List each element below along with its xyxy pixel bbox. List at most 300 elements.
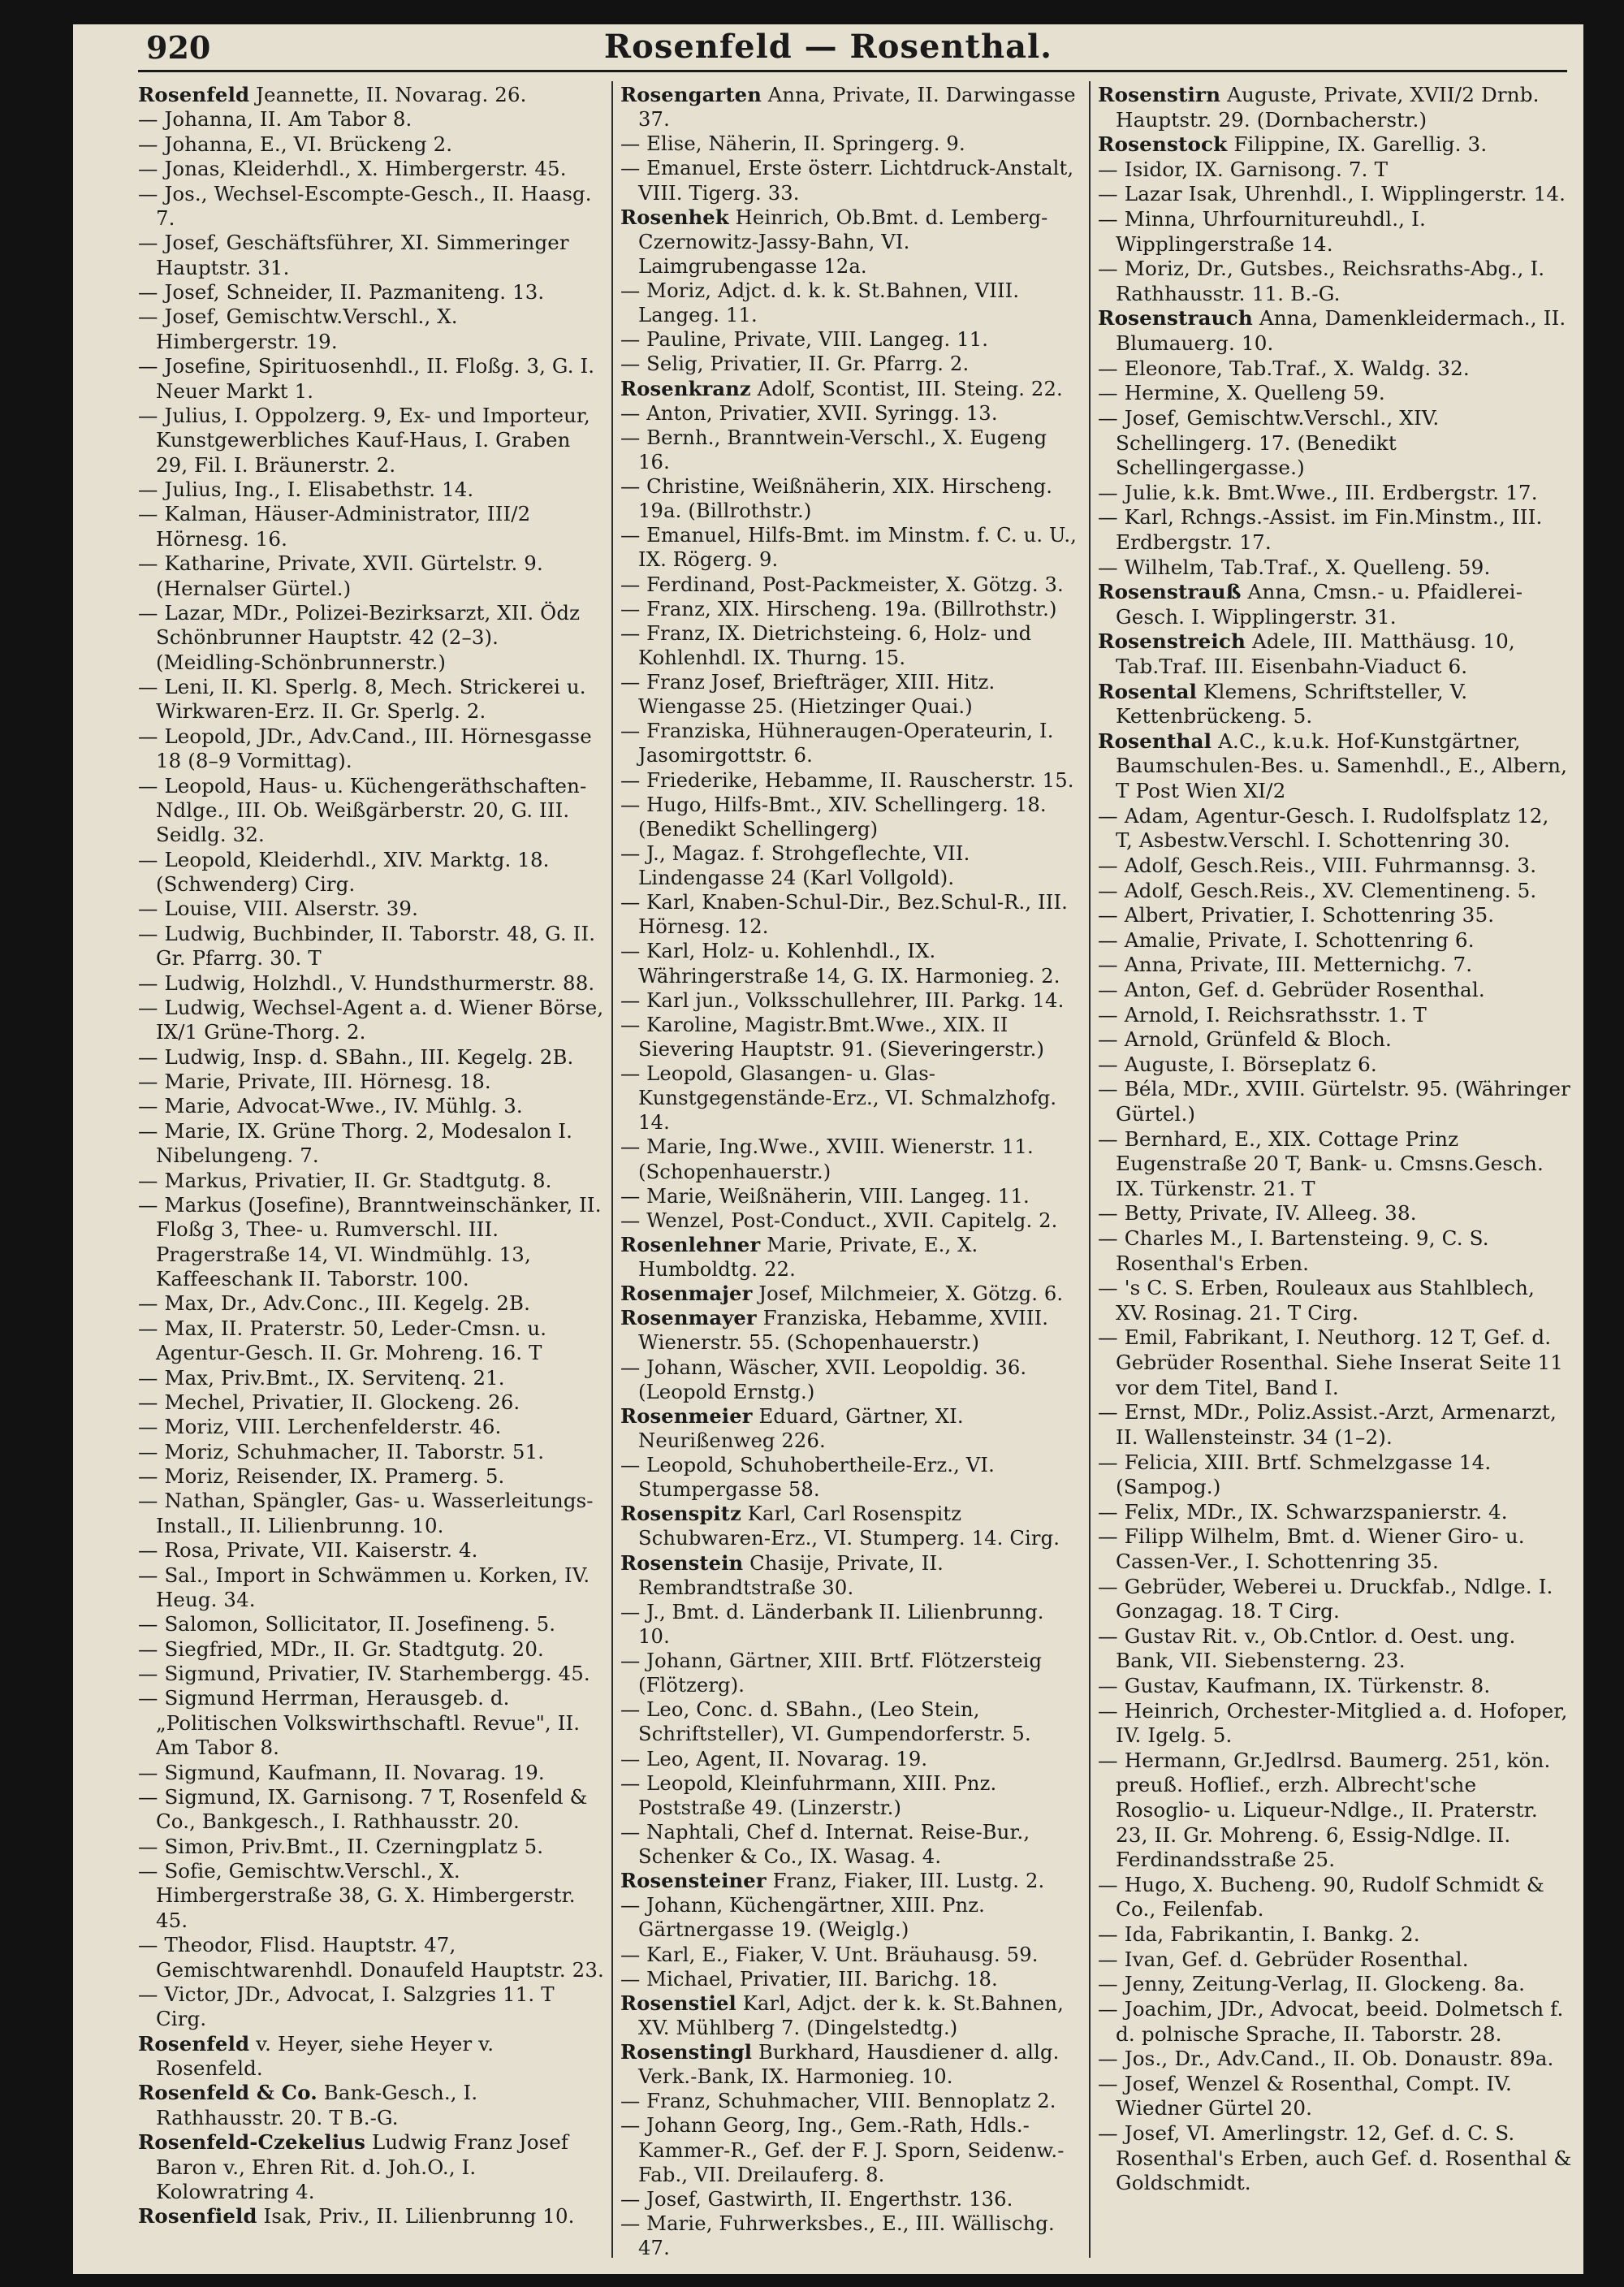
entry-surname: Rosenfeld-Czekelius — [138, 2130, 366, 2155]
entry-text: — Leni, II. Kl. Sperlg. 8, Mech. Strickerei u. Wirkwaren-Erz. II. Gr. Sperlg. 2. — [138, 675, 586, 724]
directory-entry — [620, 1820, 1082, 1869]
entry-text: — Johanna, E., VI. Brückeng 2. — [138, 132, 453, 156]
directory-entry — [620, 621, 1082, 670]
entry-text: — J., Magaz. f. Strohgeflechte, VII. Lindengasse 24 (Karl Vollgold). — [620, 841, 970, 889]
directory-entry — [620, 1967, 1082, 1991]
directory-entry — [620, 1184, 1082, 1208]
entry-text: Karl, Carl Rosenspitz Schubwaren-Erz., VI. Stumperg. 14. Cirg. — [638, 1502, 1060, 1550]
entry-surname: Rosenfeld & Co. — [138, 2081, 317, 2105]
directory-entry — [1098, 1699, 1572, 1749]
directory-entry — [1098, 978, 1572, 1003]
directory-entry — [1098, 1077, 1572, 1126]
entry-text: — Johann Georg, Ing., Gem.-Rath, Hdls.-Kammer-R., Gef. der F. J. Sporn, Seidenw.-Fab., VII. Dreilauferg. 8. — [620, 2114, 1065, 2186]
directory-entry — [138, 1982, 604, 2032]
directory-entry — [1098, 1873, 1572, 1922]
directory-entry — [138, 2204, 604, 2229]
entry-text: — Jonas, Kleiderhdl., X. Himbergerstr. 45. — [138, 157, 567, 181]
entry-text: — Gustav, Kaufmann, IX. Türkenstr. 8. — [1098, 1674, 1491, 1697]
directory-entry — [1098, 2072, 1572, 2121]
directory-entry — [1098, 158, 1572, 183]
entry-text: — Markus, Privatier, II. Gr. Stadtgutg. 8. — [138, 1168, 552, 1192]
directory-entry — [620, 2211, 1082, 2259]
entry-text: — Amalie, Private, I. Schottenring 6. — [1098, 927, 1475, 952]
directory-entry — [138, 897, 604, 921]
entry-text: — Emanuel, Erste österr. Lichtdruck-Anstalt, VIII. Tigerg. 33. — [620, 157, 1074, 205]
entry-text: — Marie, Fuhrwerksbes., E., III. Wällischg. 47. — [620, 2211, 1055, 2259]
directory-entry — [1098, 306, 1572, 356]
directory-entry — [1098, 2047, 1572, 2072]
entry-surname: Rosengarten — [620, 83, 762, 106]
entry-text: Bank-Gesch., I. Rathhausstr. 20. T B.-G. — [156, 2081, 478, 2129]
entry-text: Adele, III. Matthäusg. 10, Tab.Traf. III. Eisenbahn-Viaduct 6. — [1116, 629, 1515, 679]
entry-text: — Sal., Import in Schwämmen u. Korken, IV. Heug. 34. — [138, 1563, 590, 1611]
entry-text: — Pauline, Private, VIII. Langeg. 11. — [620, 328, 989, 352]
entry-surname: Rosenstreich — [1098, 629, 1246, 654]
directory-entry — [1098, 1922, 1572, 1948]
entry-text: Isak, Priv., II. Lilienbrunng 10. — [263, 2204, 575, 2229]
directory-entry — [138, 1859, 604, 1933]
directory-entry — [1098, 854, 1572, 879]
entry-surname: Rosenstock — [1098, 132, 1228, 157]
entry-text: — Sofie, Gemischtw.Verschl., X. Himbergerstraße 38, G. X. Himbergerstr. 45. — [138, 1859, 576, 1932]
directory-entry — [620, 2089, 1082, 2113]
entry-text: — 's C. S. Erben, Rouleaux aus Stahlblech, XV. Rosinag. 21. T Cirg. — [1098, 1276, 1535, 1325]
directory-entry — [620, 670, 1082, 719]
directory-entry — [620, 279, 1082, 327]
directory-entry — [620, 1551, 1082, 1600]
directory-entry — [620, 83, 1082, 132]
entry-text: Burkhard, Hausdiener d. allg. Verk.-Bank, IX. Harmonieg. 10. — [638, 2041, 1060, 2089]
entry-text: — Karl, Rchngs.-Assist. im Fin.Minstm., III. Erdbergstr. 17. — [1098, 505, 1543, 554]
entry-text: — Nathan, Spängler, Gas- u. Wasserleitungs-Install., II. Lilienbrunng. 10. — [138, 1489, 594, 1537]
directory-column-1 — [138, 83, 604, 2259]
directory-entry — [620, 1600, 1082, 1649]
directory-entry — [620, 988, 1082, 1013]
entry-text: — Selig, Privatier, II. Gr. Pfarrg. 2. — [620, 352, 970, 376]
entry-text: — Josef, VI. Amerlingstr. 12, Gef. d. C. S. Rosenthal's Erben, auch Gef. d. Rosenthal & Goldschmidt. — [1098, 2121, 1572, 2195]
entry-text: — Josefine, Spirituosenhdl., II. Floßg. 3, G. I. Neuer Markt 1. — [138, 354, 595, 403]
directory-entry — [620, 327, 1082, 352]
entry-text: — Elise, Näherin, II. Springerg. 9. — [620, 132, 965, 156]
page-number: 920 — [146, 29, 211, 66]
directory-entry — [138, 1119, 604, 1169]
entry-text: Eduard, Gärtner, XI. Neurißenweg 226. — [638, 1404, 964, 1452]
entry-text: — Johanna, II. Am Tabor 8. — [138, 107, 412, 132]
entry-text: — Ludwig, Holzhdl., V. Hundsthurmerstr. 88. — [138, 971, 595, 995]
directory-entry — [138, 182, 604, 231]
entry-text: — Minna, Uhrfournitureuhdl., I. Wipplingerstraße 14. — [1098, 207, 1426, 256]
entry-text: — Josef, Gastwirth, II. Engerthstr. 136. — [620, 2187, 1013, 2211]
directory-entry — [138, 1390, 604, 1415]
entry-text: A.C., k.u.k. Hof-Kunstgärtner, Baumschulen-Bes. u. Samenhdl., E., Albern, T Post Wien XI/2 — [1116, 728, 1568, 803]
entry-text: — Heinrich, Orchester-Mitglied a. d. Hofoper, IV. Igelg. 5. — [1098, 1698, 1568, 1748]
entry-text: — Marie, IX. Grüne Thorg. 2, Modesalon I. Nibelungeng. 7. — [138, 1118, 573, 1168]
entry-text: — Josef, Geschäftsführer, XI. Simmeringer Hauptstr. 31. — [138, 231, 569, 279]
directory-entry — [620, 719, 1082, 767]
directory-page — [73, 24, 1583, 2274]
directory-entry — [620, 1991, 1082, 2040]
directory-entry — [1098, 505, 1572, 555]
directory-entry — [1098, 1127, 1572, 1202]
entry-surname: Rosental — [1098, 679, 1198, 703]
entry-text: — Sigmund, IX. Garnisong. 7 T, Rosenfeld & Co., Bankgesch., I. Rathhausstr. 20. — [138, 1784, 588, 1834]
directory-entry — [620, 2113, 1082, 2186]
directory-entry — [1098, 1027, 1572, 1053]
directory-entry — [1098, 83, 1572, 132]
directory-entry — [1098, 680, 1572, 729]
entry-text: — Eleonore, Tab.Traf., X. Waldg. 32. — [1098, 356, 1470, 380]
directory-entry — [620, 523, 1082, 572]
entry-text: — Sigmund, Privatier, IV. Starhembergg. 45. — [138, 1662, 590, 1685]
directory-entry — [138, 157, 604, 181]
entry-text: — Gebrüder, Weberei u. Druckfab., Ndlge. I. Gonzagag. 18. T Cirg. — [1098, 1574, 1553, 1623]
entry-surname: Rosenmajer — [620, 1282, 753, 1306]
directory-entry — [620, 2040, 1082, 2089]
directory-entry — [620, 1208, 1082, 1233]
entry-text: — Louise, VIII. Alserstr. 39. — [138, 897, 418, 921]
entry-text: — Katharine, Private, XVII. Gürtelstr. 9. (Hernalser Gürtel.) — [138, 551, 543, 600]
directory-entry — [620, 401, 1082, 426]
directory-entry — [620, 1355, 1082, 1404]
directory-entry — [138, 1785, 604, 1835]
directory-entry — [1098, 729, 1572, 804]
entry-text: v. Heyer, siehe Heyer v. Rosenfeld. — [156, 2031, 495, 2080]
directory-entry — [138, 1612, 604, 1636]
entry-text: — Wilhelm, Tab.Traf., X. Quelleng. 59. — [1098, 555, 1491, 579]
directory-entry — [1098, 879, 1572, 904]
entry-text: — Hugo, X. Bucheng. 90, Rudolf Schmidt & Co., Feilenfab. — [1098, 1872, 1544, 1922]
directory-entry — [620, 1502, 1082, 1550]
directory-entry — [1098, 1972, 1572, 1997]
directory-entry — [620, 1747, 1082, 1771]
entry-text: Adolf, Scontist, III. Steing. 22. — [757, 377, 1063, 400]
directory-entry — [138, 132, 604, 157]
entry-text: — Marie, Ing.Wwe., XVIII. Wienerstr. 11. (Schopenhauerstr.) — [620, 1135, 1034, 1183]
directory-entry — [1098, 1276, 1572, 1325]
entry-text: — Moriz, Adjct. d. k. k. St.Bahnen, VIII. Langeg. 11. — [620, 279, 1020, 327]
directory-entry — [1098, 1997, 1572, 2047]
entry-surname: Rosenstein — [620, 1550, 744, 1575]
entry-surname: Rosenstingl — [620, 2040, 753, 2064]
directory-entry — [620, 939, 1082, 988]
directory-entry — [1098, 1201, 1572, 1226]
directory-entry — [138, 1070, 604, 1094]
entry-surname: Rosenmayer — [620, 1306, 757, 1330]
directory-entry — [138, 1761, 604, 1785]
directory-entry — [620, 1943, 1082, 1967]
directory-entry — [138, 724, 604, 774]
directory-entry — [1098, 1226, 1572, 1276]
entry-text: — Betty, Private, IV. Alleeg. 38. — [1098, 1201, 1417, 1226]
entry-text: — Lazar Isak, Uhrenhdl., I. Wipplingerstr. 14. — [1098, 182, 1566, 206]
entry-text: — Victor, JDr., Advocat, I. Salzgries 11. T Cirg. — [138, 1982, 555, 2031]
entry-text: — Sigmund, Kaufmann, II. Novarag. 19. — [138, 1760, 545, 1784]
entry-text: — Anton, Gef. d. Gebrüder Rosenthal. — [1098, 977, 1485, 1001]
entry-text: Filippine, IX. Garellig. 3. — [1233, 132, 1488, 157]
directory-entry — [1098, 182, 1572, 207]
directory-entry — [138, 2130, 604, 2204]
entry-text: — Julius, I. Oppolzerg. 9, Ex- und Importeur, Kunstgewerbliches Kauf-Haus, I. Graben 29, Fil. I. Bräunerstr. 2. — [138, 403, 590, 477]
directory-entry — [1098, 207, 1572, 257]
entry-text: — Karl, Holz- u. Kohlenhdl., IX. Währingerstraße 14, G. IX. Harmonieg. 2. — [620, 940, 1060, 988]
directory-entry — [620, 1893, 1082, 1942]
directory-entry — [620, 156, 1082, 205]
directory-entry — [138, 774, 604, 848]
entry-text: Auguste, Private, XVII/2 Drnb. Hauptstr. 29. (Dornbacherstr.) — [1116, 83, 1540, 132]
entry-text: Franziska, Hebamme, XVIII. Wienerstr. 55. (Schopenhauerstr.) — [638, 1307, 1049, 1355]
entry-text: — Karoline, Magistr.Bmt.Wwe., XIX. II Sievering Hauptstr. 91. (Sieveringerstr.) — [620, 1013, 1045, 1061]
directory-entry — [138, 971, 604, 996]
entry-surname: Rosenfield — [138, 2204, 257, 2229]
entry-text: — Hermine, X. Quelleng 59. — [1098, 381, 1385, 405]
entry-text: — Emanuel, Hilfs-Bmt. im Minstm. f. C. u. U., IX. Rögerg. 9. — [620, 524, 1077, 572]
entry-text: Klemens, Schriftsteller, V. Kettenbrückeng. 5. — [1116, 679, 1468, 728]
directory-entry — [138, 1489, 604, 1538]
directory-entry — [138, 1169, 604, 1193]
entry-text: — Filipp Wilhelm, Bmt. d. Wiener Giro- u. Cassen-Ver., I. Schottenring 35. — [1098, 1524, 1525, 1573]
entry-surname: Rosenlehner — [620, 1232, 761, 1256]
directory-entry — [620, 474, 1082, 523]
directory-entry — [1098, 132, 1572, 158]
directory-entry — [138, 1464, 604, 1489]
entry-text: — Johann, Wäscher, XVII. Leopoldig. 36. (Leopold Ernstg.) — [620, 1355, 1027, 1403]
directory-entry — [138, 551, 604, 601]
entry-text: — Sigmund Herrman, Herausgeb. d. „Politischen Volkswirthschaftl. Revue", II. Am Tabor 8. — [138, 1686, 581, 1760]
directory-entry — [138, 1835, 604, 1859]
directory-entry — [1098, 1624, 1572, 1674]
header-rule — [138, 70, 1567, 72]
entry-text: — Siegfried, MDr., II. Gr. Stadtgutg. 20. — [138, 1636, 544, 1661]
directory-entry — [1098, 2121, 1572, 2196]
entry-surname: Rosenstirn — [1098, 83, 1221, 106]
entry-text: — Leopold, Kleinfuhrmann, XIII. Pnz. Poststraße 49. (Linzerstr.) — [620, 1771, 997, 1819]
entry-text: — Wenzel, Post-Conduct., XVII. Capitelg. 2. — [620, 1208, 1058, 1232]
directory-entry — [620, 1404, 1082, 1453]
directory-entry — [138, 305, 604, 354]
directory-entry — [1098, 1053, 1572, 1078]
entry-text: — Leo, Conc. d. SBahn., (Leo Stein, Schriftsteller), VI. Gumpendorferstr. 5. — [620, 1698, 1031, 1746]
directory-entry — [1098, 357, 1572, 382]
entry-text: — Adolf, Gesch.Reis., VIII. Fuhrmannsg. 3. — [1098, 853, 1537, 877]
entry-text: — Franz, IX. Dietrichsteing. 6, Holz- und Kohlenhdl. IX. Thurng. 15. — [620, 621, 1032, 669]
entry-text: — Simon, Priv.Bmt., II. Czerningplatz 5. — [138, 1834, 544, 1858]
entry-text: — Leopold, Haus- u. Küchengeräthschaften-Ndlge., III. Ob. Weißgärberstr. 20, G. III. Seidlg. 32. — [138, 773, 587, 847]
directory-entry — [138, 1415, 604, 1439]
entry-text: — Leopold, Schuhobertheile-Erz., VI. Stumpergasse 58. — [620, 1454, 995, 1502]
directory-entry — [1098, 1450, 1572, 1500]
entry-text: — Adam, Agentur-Gesch. I. Rudolfsplatz 12, T, Asbestw.Verschl. I. Schottenring 30. — [1098, 803, 1549, 853]
entry-text: — Ludwig, Wechsel-Agent a. d. Wiener Börse, IX/1 Grüne-Thorg. 2. — [138, 995, 604, 1044]
directory-entry — [620, 1233, 1082, 1282]
directory-entry — [138, 280, 604, 305]
entry-text: — Joachim, JDr., Advocat, beeid. Dolmetsch f. d. polnische Sprache, II. Taborstr. 28. — [1098, 1996, 1564, 2046]
entry-text: — Marie, Advocat-Wwe., IV. Mühlg. 3. — [138, 1094, 523, 1118]
entry-text: — Moriz, Reisender, IX. Pramerg. 5. — [138, 1464, 505, 1488]
entry-text: — Leo, Agent, II. Novarag. 19. — [620, 1747, 928, 1770]
entry-text: — Josef, Wenzel & Rosenthal, Compt. IV. Wiedner Gürtel 20. — [1098, 2071, 1512, 2121]
entry-text: — Mechel, Privatier, II. Glockeng. 26. — [138, 1390, 520, 1414]
entry-text: — Josef, Gemischtw.Verschl., XIV. Schellingerg. 17. (Benedikt Schellingergasse.) — [1098, 405, 1440, 480]
directory-entry — [620, 793, 1082, 841]
entry-text: — Christine, Weißnäherin, XIX. Hirscheng. 19a. (Billrothstr.) — [620, 475, 1053, 523]
entry-text: — Julie, k.k. Bmt.Wwe., III. Erdbergstr. 17. — [1098, 480, 1538, 504]
directory-entry — [1098, 928, 1572, 953]
directory-entry — [620, 1697, 1082, 1746]
entry-text: — Karl jun., Volksschullehrer, III. Parkg. 14. — [620, 988, 1065, 1012]
directory-entry — [620, 205, 1082, 279]
directory-entry — [138, 1662, 604, 1686]
entry-text: — Franziska, Hühneraugen-Operateurin, I. Jasomirgottstr. 6. — [620, 720, 1054, 767]
entry-text: — Moriz, Schuhmacher, II. Taborstr. 51. — [138, 1439, 545, 1463]
entry-surname: Rosenthal — [1098, 728, 1212, 753]
entry-text: — Isidor, IX. Garnisong. 7. T — [1098, 157, 1389, 181]
directory-entry — [1098, 1003, 1572, 1028]
entry-surname: Rosenspitz — [620, 1502, 741, 1526]
entry-text: — Moriz, VIII. Lerchenfelderstr. 46. — [138, 1415, 502, 1439]
directory-entry — [138, 1316, 604, 1366]
directory-entry — [620, 1135, 1082, 1183]
entry-text: — Emil, Fabrikant, I. Neuthorg. 12 T, Gef. d. Gebrüder Rosenthal. Siehe Inserat Seite 11 vor dem Titel, Band I. — [1098, 1325, 1564, 1399]
directory-entry — [1098, 1524, 1572, 1574]
directory-entry — [1098, 1400, 1572, 1450]
directory-entry — [138, 1193, 604, 1292]
directory-entry — [620, 426, 1082, 474]
entry-text: — Johann, Gärtner, XIII. Brtf. Flötzersteig (Flötzerg). — [620, 1649, 1043, 1697]
entry-text: — Markus (Josefine), Branntweinschänker, II. Floßg 3, Thee- u. Rumverschl. III. Pragerstraße 14, VI. Windmühlg. 13, Kaffeeschank II. Taborstr. 100. — [138, 1192, 602, 1290]
directory-entry — [1098, 1674, 1572, 1699]
directory-entry — [1098, 481, 1572, 506]
directory-entry — [1098, 903, 1572, 928]
directory-entry — [138, 354, 604, 404]
entry-surname: Rosenstrauß — [1098, 580, 1242, 604]
directory-entry — [1098, 1749, 1572, 1873]
directory-entry — [1098, 406, 1572, 481]
entry-text: — Hugo, Hilfs-Bmt., XIV. Schellingerg. 18. (Benedikt Schellingerg) — [620, 793, 1047, 841]
directory-entry — [138, 1094, 604, 1118]
entry-text: — Adolf, Gesch.Reis., XV. Clementineng. 5. — [1098, 878, 1537, 902]
entry-text: Anna, Private, II. Darwingasse 37. — [638, 84, 1076, 132]
entry-text: — Anna, Private, III. Metternichg. 7. — [1098, 953, 1473, 977]
entry-text: — Ludwig, Insp. d. SBahn., III. Kegelg. 2B. — [138, 1044, 574, 1069]
entry-text: Jeannette, II. Novarag. 26. — [256, 83, 527, 106]
entry-text: — Béla, MDr., XVIII. Gürtelstr. 95. (Währinger Gürtel.) — [1098, 1077, 1570, 1126]
entry-text: — Leopold, Glasangen- u. Glas-Kunstgegenstände-Erz., VI. Schmalzhofg. 14. — [620, 1062, 1057, 1135]
directory-entry — [620, 890, 1082, 939]
entry-text: — Franz, XIX. Hirscheng. 19a. (Billrothstr.) — [620, 597, 1057, 620]
entry-text: — Ferdinand, Post-Packmeister, X. Götzg. 3. — [620, 573, 1064, 596]
entry-text: Karl, Adjct. der k. k. St.Bahnen, XV. Mühlberg 7. (Dingelstedtg.) — [638, 1991, 1064, 2039]
directory-entry — [620, 597, 1082, 621]
entry-text: — Arnold, I. Reichsrathsstr. 1. T — [1098, 1002, 1427, 1027]
entry-text: — Moriz, Dr., Gutsbes., Reichsraths-Abg., I. Rathhausstr. 11. B.-G. — [1098, 257, 1545, 305]
directory-column-3 — [1098, 83, 1572, 2259]
directory-entry — [1098, 953, 1572, 978]
entry-text: — Bernh., Branntwein-Verschl., X. Eugeng 16. — [620, 426, 1047, 473]
directory-entry — [138, 1686, 604, 1760]
directory-entry — [1098, 1325, 1572, 1400]
entry-text: Anna, Cmsn.- u. Pfaidlerei-Gesch. I. Wipplingerstr. 31. — [1116, 580, 1523, 629]
entry-text: Josef, Milchmeier, X. Götzg. 6. — [758, 1282, 1064, 1306]
entry-text: — Josef, Gemischtw.Verschl., X. Himbergerstr. 19. — [138, 305, 458, 353]
entry-text: — Ludwig, Buchbinder, II. Taborstr. 48, G. II. Gr. Pfarrg. 30. T — [138, 921, 596, 971]
directory-entry — [620, 1771, 1082, 1820]
entry-text: Ludwig Franz Josef Baron v., Ehren Rit. d. Joh.O., I. Kolowratring 4. — [156, 2130, 569, 2203]
directory-entry — [138, 2032, 604, 2082]
entry-text: — Ivan, Gef. d. Gebrüder Rosenthal. — [1098, 1947, 1469, 1971]
page-title: Rosenfeld — Rosenthal. — [603, 28, 1053, 66]
entry-text: — Ida, Fabrikantin, I. Bankg. 2. — [1098, 1922, 1420, 1947]
entry-text: — Max, Priv.Bmt., IX. Servitenq. 21. — [138, 1365, 505, 1390]
entry-surname: Rosenmeier — [620, 1403, 753, 1428]
directory-entry — [138, 996, 604, 1045]
entry-text: — Friederike, Hebamme, II. Rauscherstr. 15. — [620, 768, 1074, 792]
entry-text: — Max, Dr., Adv.Conc., III. Kegelg. 2B. — [138, 1291, 530, 1316]
directory-entry — [1098, 381, 1572, 406]
entry-text: — Rosa, Private, VII. Kaiserstr. 4. — [138, 1538, 478, 1563]
entry-surname: Rosensteiner — [620, 1869, 767, 1893]
directory-entry — [138, 1045, 604, 1070]
directory-entry — [138, 1538, 604, 1563]
entry-text: — Johann, Küchengärtner, XIII. Pnz. Gärtnergasse 19. (Weiglg.) — [620, 1894, 985, 1942]
entry-text: — Kalman, Häuser-Administrator, III/2 Hörnesg. 16. — [138, 502, 531, 551]
entry-text: — Albert, Privatier, I. Schottenring 35. — [1098, 903, 1495, 927]
entry-text: Heinrich, Ob.Bmt. d. Lemberg-Czernowitz-Jassy-Bahn, VI. Laimgrubengasse 12a. — [638, 205, 1048, 278]
entry-text: — Jos., Dr., Adv.Cand., II. Ob. Donaustr. 89a. — [1098, 2047, 1554, 2071]
directory-column-2 — [620, 83, 1082, 2259]
entry-text: — Marie, Private, III. Hörnesg. 18. — [138, 1070, 491, 1093]
directory-entry — [138, 404, 604, 478]
directory-entry — [138, 83, 604, 107]
entry-text: — Karl, E., Fiaker, V. Unt. Bräuhausg. 59. — [620, 1943, 1039, 1966]
directory-entry — [620, 377, 1082, 401]
entry-text: — Anton, Privatier, XVII. Syringg. 13. — [620, 401, 998, 425]
directory-entry — [138, 675, 604, 724]
directory-entry — [138, 1637, 604, 1662]
entry-text: — Charles M., I. Bartensteing. 9, C. S. Rosenthal's Erben. — [1098, 1226, 1489, 1275]
entry-text: Anna, Damenkleidermach., II. Blumauerg. 10. — [1116, 306, 1566, 356]
directory-entry — [138, 502, 604, 551]
directory-entry — [1098, 629, 1572, 679]
directory-entry — [138, 231, 604, 280]
entry-text: — Lazar, MDr., Polizei-Bezirksarzt, XII. Ödz Schönbrunner Hauptstr. 42 (2–3). (Meidling-Schönbrunnerstr.) — [138, 600, 581, 674]
entry-text: — Hermann, Gr.Jedlrsd. Baumerg. 251, kön. preuß. Hoflief., erzh. Albrecht'sche Rosoglio- u. Liqueur-Ndlge., II. Praterstr. 23, II. Gr. Mohreng. 6, Essig-Ndlge. II. Ferdinandsstraße 25. — [1098, 1748, 1551, 1872]
entry-text: — Naphtali, Chef d. Internat. Reise-Bur., Schenker & Co., IX. Wasag. 4. — [620, 1820, 1030, 1868]
entry-surname: Rosenstrauch — [1098, 306, 1253, 331]
directory-entry — [620, 768, 1082, 793]
entry-text: — Jenny, Zeitung-Verlag, II. Glockeng. 8a. — [1098, 1972, 1526, 1996]
directory-entry — [138, 1933, 604, 1982]
entry-text: Chasije, Private, II. Rembrandtstraße 30. — [638, 1551, 944, 1599]
entry-text: — J., Bmt. d. Länderbank II. Lilienbrunng. 10. — [620, 1600, 1044, 1648]
directory-entry — [620, 352, 1082, 376]
directory-entry — [1098, 1500, 1572, 1525]
entry-text: — Josef, Schneider, II. Pazmaniteng. 13. — [138, 280, 545, 304]
entry-surname: Rosenfeld — [138, 2031, 250, 2056]
entry-text: — Leopold, JDr., Adv.Cand., III. Hörnesgasse 18 (8–9 Vormittag). — [138, 724, 592, 773]
directory-entry — [620, 1061, 1082, 1135]
directory-entry — [138, 107, 604, 132]
directory-entry — [620, 1649, 1082, 1697]
entry-text: — Felicia, XIII. Brtf. Schmelzgasse 14. (Sampog.) — [1098, 1450, 1492, 1499]
entry-text: — Bernhard, E., XIX. Cottage Prinz Eugenstraße 20 T, Bank- u. Cmsns.Gesch. IX. Türkenstr. 21. T — [1098, 1126, 1544, 1200]
column-divider — [1089, 81, 1091, 2258]
directory-entry — [138, 1563, 604, 1613]
entry-text: — Marie, Weißnäherin, VIII. Langeg. 11. — [620, 1184, 1030, 1208]
column-divider — [611, 81, 613, 2258]
directory-entry — [620, 1013, 1082, 1061]
entry-text: — Arnold, Grünfeld & Bloch. — [1098, 1027, 1392, 1052]
directory-entry — [1098, 556, 1572, 581]
